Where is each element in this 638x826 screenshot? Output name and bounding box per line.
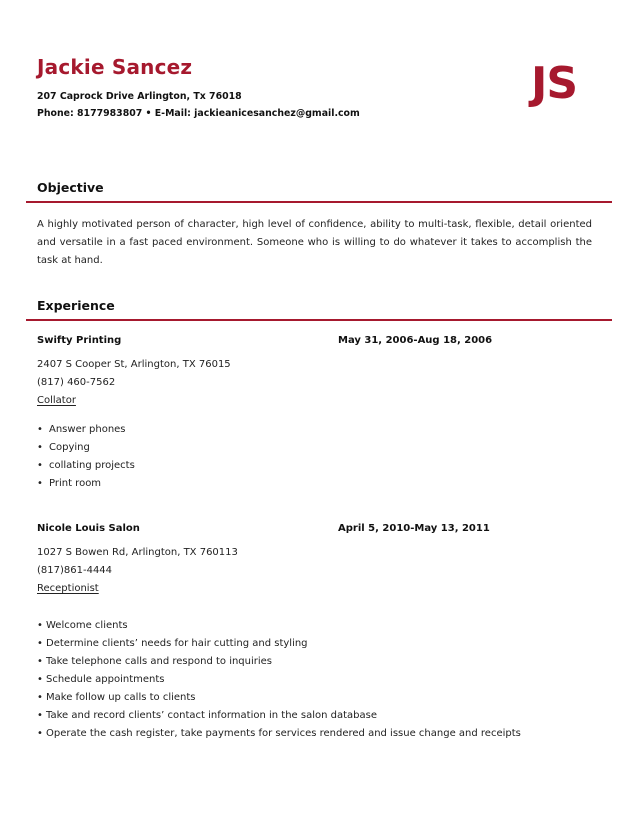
job-company: Nicole Louis Salon: [37, 523, 140, 534]
contact-line: Phone: 8177983807 • E-Mail: jackieanicesanchez@gmail.com: [37, 108, 360, 119]
bullet-icon: •: [37, 710, 43, 721]
list-item: • Copying: [37, 439, 135, 457]
list-item: • Take and record clients’ contact information in the salon database: [37, 707, 521, 725]
bullet-icon: •: [37, 478, 43, 489]
job-role: Receptionist: [37, 583, 99, 594]
list-item: • Make follow up calls to clients: [37, 689, 521, 707]
job-duties-list: [37, 421, 135, 493]
job-phone: (817)861-4444: [37, 565, 113, 576]
bullet-icon: •: [37, 460, 43, 471]
experience-heading: Experience: [37, 298, 115, 313]
objective-heading: Objective: [37, 180, 104, 195]
job-address: 2407 S Cooper St, Arlington, TX 76015: [37, 359, 231, 370]
bullet-icon: •: [37, 656, 43, 667]
objective-divider: [26, 201, 612, 203]
list-item: • Operate the cash register, take payments for services rendered and issue change and receipts: [37, 725, 521, 743]
experience-divider: [26, 319, 612, 321]
list-item: • Take telephone calls and respond to inquiries: [37, 653, 521, 671]
bullet-icon: •: [37, 620, 43, 631]
objective-text: A highly motivated person of character, high level of confidence, ability to multi-task, flexible, detail oriented and versatile in a fast paced environment. Someone who is willing to do whatever it takes to accomplish the task at hand.: [37, 219, 592, 266]
list-item: • collating projects: [37, 457, 135, 475]
list-item: • Print room: [37, 475, 135, 493]
job-duties-list: [37, 617, 521, 743]
bullet-icon: •: [37, 728, 43, 739]
job-company: Swifty Printing: [37, 335, 122, 346]
job-dates: May 31, 2006-Aug 18, 2006: [338, 335, 493, 346]
list-item: • Welcome clients: [37, 617, 521, 635]
bullet-icon: •: [37, 442, 43, 453]
job-role: Collator: [37, 395, 76, 406]
bullet-icon: •: [37, 692, 43, 703]
list-item: • Answer phones: [37, 421, 135, 439]
bullet-icon: •: [37, 638, 43, 649]
job-dates: April 5, 2010-May 13, 2011: [338, 523, 490, 534]
job-address: 1027 S Bowen Rd, Arlington, TX 760113: [37, 547, 238, 558]
list-item: • Determine clients’ needs for hair cutting and styling: [37, 635, 521, 653]
monogram-logo: JS: [531, 58, 578, 109]
job-phone: (817) 460-7562: [37, 377, 116, 388]
bullet-icon: •: [37, 424, 43, 435]
address-line: 207 Caprock Drive Arlington, Tx 76018: [37, 91, 242, 102]
applicant-name: Jackie Sancez: [37, 55, 193, 79]
list-item: • Schedule appointments: [37, 671, 521, 689]
bullet-icon: •: [37, 674, 43, 685]
